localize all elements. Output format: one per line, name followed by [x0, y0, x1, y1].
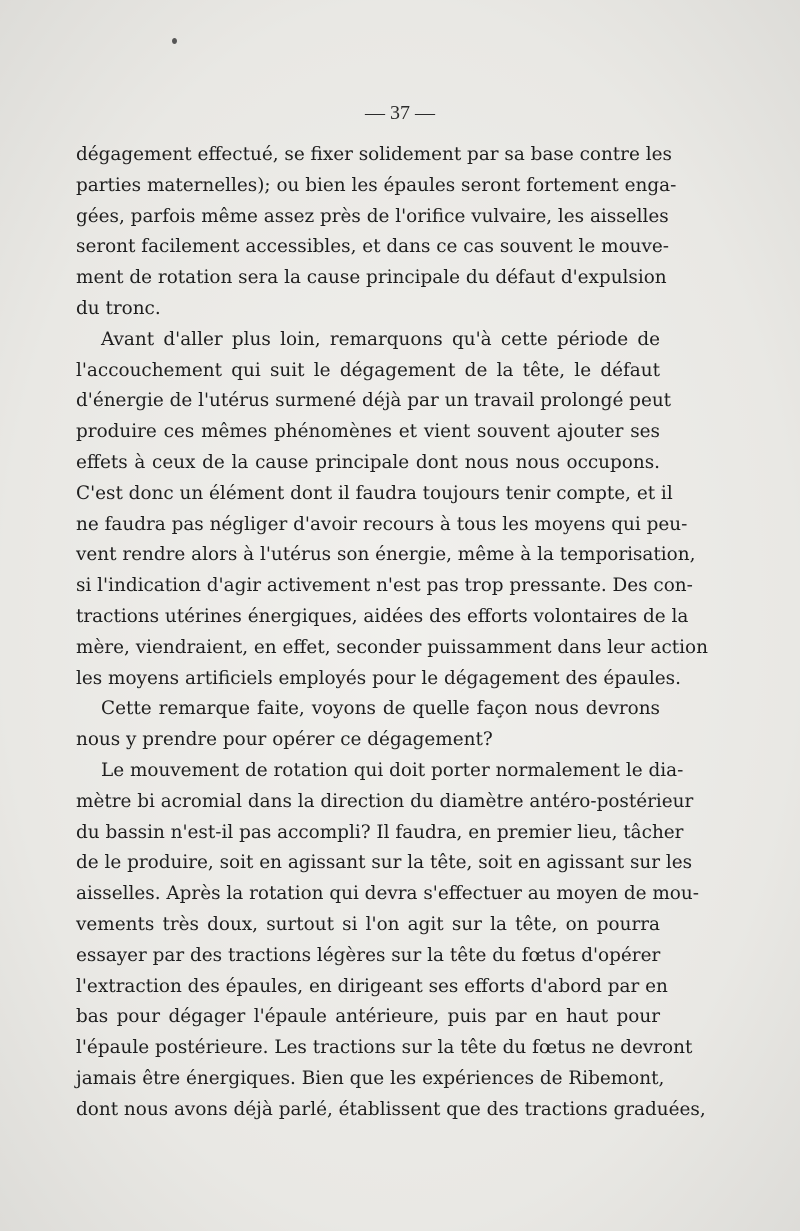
text-line: seront facilement accessibles, et dans ce cas souvent le mouve-: [76, 236, 669, 258]
paragraph-start: Avant d'aller plus loin, remarquons qu'à cette période de: [101, 328, 660, 350]
text-line: bas pour dégager l'épaule antérieure, puis par en haut pour: [76, 1006, 660, 1028]
text-line: essayer par des tractions légères sur la tête du fœtus d'opérer: [76, 944, 661, 966]
text-line: tractions utérines énergiques, aidées des efforts volontaires de la: [76, 605, 689, 627]
text-line: C'est donc un élément dont il faudra toujours tenir compte, et il: [76, 482, 673, 504]
text-line: les moyens artificiels employés pour le dégagement des épaules.: [76, 667, 681, 689]
text-line: mètre bi acromial dans la direction du diamètre antéro-postérieur: [76, 790, 694, 812]
body-text: [76, 140, 708, 1126]
text-line: jamais être énergiques. Bien que les expériences de Ribemont,: [76, 1067, 665, 1089]
text-line: si l'indication d'agir activement n'est pas trop pressante. Des con-: [76, 575, 693, 597]
text-line: vent rendre alors à l'utérus son énergie, même à la temporisation,: [76, 544, 696, 566]
text-line: aisselles. Après la rotation qui devra s'effectuer au moyen de mou-: [76, 883, 699, 905]
text-line: dégagement effectué, se fixer solidement par sa base contre les: [76, 144, 672, 165]
text-line: du tronc.: [76, 297, 161, 319]
paragraph-start: Cette remarque faite, voyons de quelle façon nous devrons: [101, 698, 660, 720]
text-line: l'épaule postérieure. Les tractions sur la tête du fœtus ne devront: [76, 1037, 693, 1059]
text-line: l'extraction des épaules, en dirigeant ses efforts d'abord par en: [76, 975, 668, 997]
text-line: ne faudra pas négliger d'avoir recours à tous les moyens qui peu-: [76, 513, 688, 535]
text-line: d'énergie de l'utérus surmené déjà par un travail prolongé peut: [76, 390, 672, 412]
text-line: de le produire, soit en agissant sur la tête, soit en agissant sur les: [76, 852, 693, 874]
ink-speck: [172, 38, 177, 44]
paragraph-start: Le mouvement de rotation qui doit porter normalement le dia-: [101, 759, 684, 781]
text-line: ment de rotation sera la cause principale du défaut d'expulsion: [76, 267, 667, 289]
text-line: gées, parfois même assez près de l'orifice vulvaire, les aisselles: [76, 205, 669, 227]
text-line: parties maternelles); ou bien les épaules seront fortement enga-: [76, 174, 677, 196]
page-number: — 37 —: [365, 102, 435, 124]
text-line: dont nous avons déjà parlé, établissent que des tractions graduées,: [76, 1098, 706, 1120]
text-line: effets à ceux de la cause principale dont nous nous occupons.: [76, 451, 660, 473]
text-line: du bassin n'est-il pas accompli? Il faudra, en premier lieu, tâcher: [76, 821, 684, 843]
text-line: vements très doux, surtout si l'on agit sur la tête, on pourra: [76, 913, 660, 935]
text-line: l'accouchement qui suit le dégagement de la tête, le défaut: [76, 359, 660, 381]
text-line: nous y prendre pour opérer ce dégagement?: [76, 729, 493, 751]
text-line: mère, viendraient, en effet, seconder puissamment dans leur action: [76, 636, 708, 658]
text-line: produire ces mêmes phénomènes et vient souvent ajouter ses: [76, 421, 660, 443]
